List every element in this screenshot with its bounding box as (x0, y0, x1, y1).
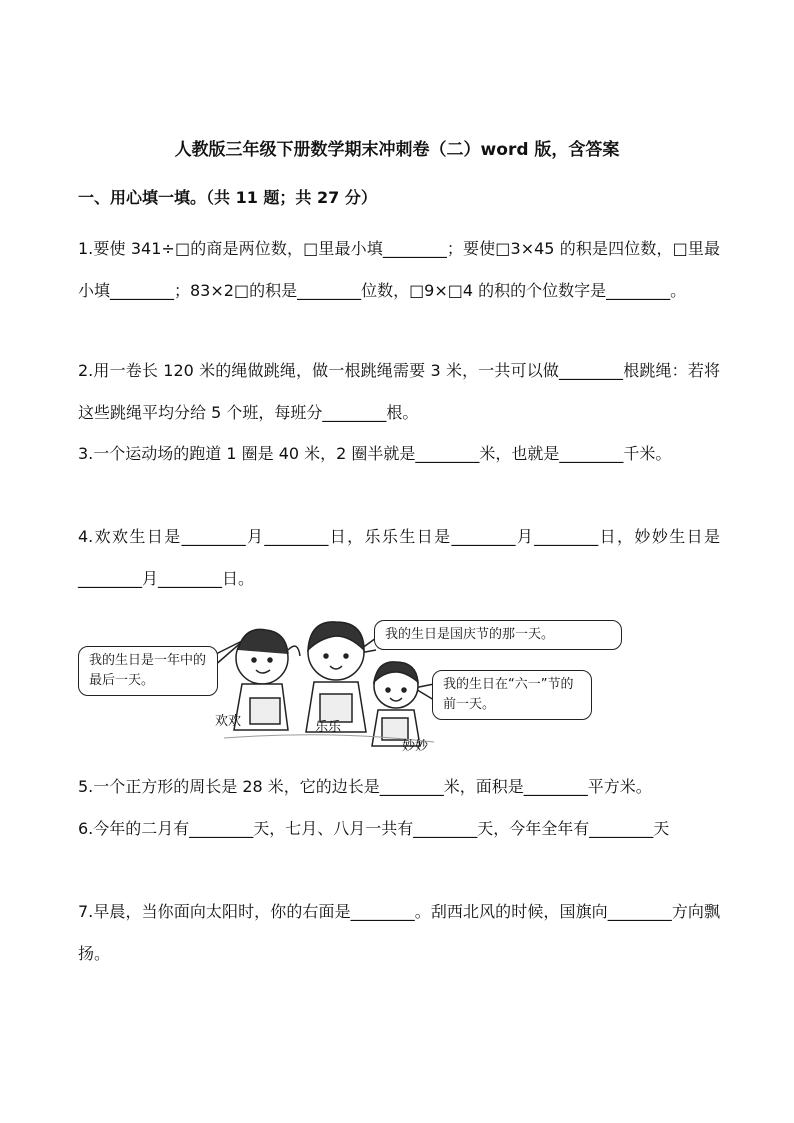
birthday-illustration (74, 610, 624, 755)
page-title: 人教版三年级下册数学期末冲刺卷（二）word 版，含答案 (174, 140, 620, 160)
question-6: 6.今年的二月有________天，七月、八月一共有________天，今年全年有________天 (78, 819, 670, 838)
name-huanhuan: 欢欢 (215, 714, 242, 729)
question-7: 7.早晨，当你面向太阳时，你的右面是________。刮西北风的时候，国旗向________方向飘扬。 (78, 902, 720, 963)
bubble-lele: 我的生日是国庆节的那一天。 (374, 620, 622, 650)
section-heading: 一、用心填一填。（共 11 题；共 27 分） (78, 188, 377, 207)
miaomiao-figure (372, 662, 420, 746)
question-3: 3.一个运动场的跑道 1 圈是 40 米，2 圈半就是________米，也就是________千米。 (78, 444, 672, 463)
bubble-huanhuan: 我的生日是一年中的最后一天。 (78, 646, 218, 696)
question-1: 1.要使 341÷□的商是两位数，□里最小填________；要使□3×45 的积是四位数，□里最小填________；83×2□的积是________位数，□9×□4 的积的个位数字是________。 (78, 239, 720, 300)
question-4: 4.欢欢生日是________月________日，乐乐生日是________月________日，妙妙生日是________月________日。 (78, 527, 720, 588)
question-2: 2.用一卷长 120 米的绳做跳绳，做一根跳绳需要 3 米，一共可以做________根跳绳：若将这些跳绳平均分给 5 个班，每班分________根。 (78, 361, 720, 422)
bubble-miaomiao: 我的生日在“六一”节的前一天。 (432, 670, 592, 720)
name-miaomiao: 妙妙 (402, 739, 429, 754)
huanhuan-figure (234, 629, 300, 730)
name-lele: 乐乐 (315, 720, 342, 735)
question-5: 5.一个正方形的周长是 28 米，它的边长是________米，面积是________平方米。 (78, 777, 652, 796)
